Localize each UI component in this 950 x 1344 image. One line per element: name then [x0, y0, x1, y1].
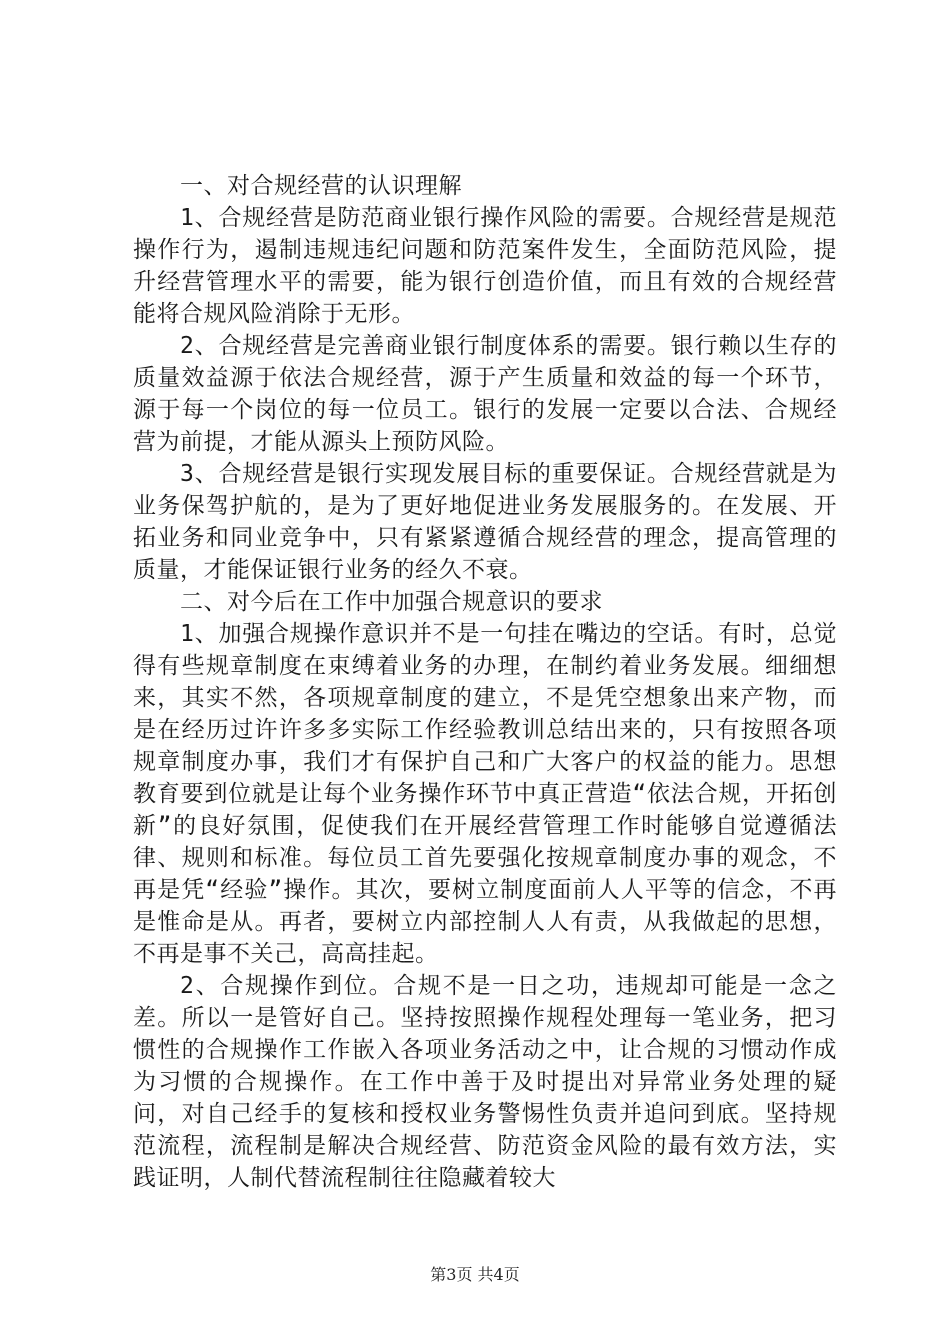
- paragraph: 2、合规经营是完善商业银行制度体系的需要。银行赖以生存的质量效益源于依法合规经营，源于产生质量和效益的每一个环节，源于每一个岗位的每一位员工。银行的发展一定要以合法、合规经营为前提，才能从源头上预防风险。: [133, 333, 837, 455]
- document-body: [133, 170, 837, 1194]
- page-footer: 第3页 共4页: [430, 1265, 520, 1284]
- paragraph: 2、合规操作到位。合规不是一日之功，违规却可能是一念之差。所以一是管好自己。坚持按照操作规程处理每一笔业务，把习惯性的合规操作工作嵌入各项业务活动之中，让合规的习惯动作成为习惯的合规操作。在工作中善于及时提出对异常业务处理的疑问，对自己经手的复核和授权业务警惕性负责并追问到底。坚持规范流程，流程制是解决合规经营、防范资金风险的最有效方法，实践证明，人制代替流程制往往隐藏着较大: [133, 973, 837, 1191]
- section-heading-2: 二、对今后在工作中加强合规意识的要求: [180, 589, 603, 615]
- paragraph: 1、合规经营是防范商业银行操作风险的需要。合规经营是规范操作行为，遏制违规违纪问题和防范案件发生，全面防范风险，提升经营管理水平的需要，能为银行创造价值，而且有效的合规经营能将合规风险消除于无形。: [133, 205, 837, 327]
- paragraph: 3、合规经营是银行实现发展目标的重要保证。合规经营就是为业务保驾护航的，是为了更好地促进业务发展服务的。在发展、开拓业务和同业竞争中，只有紧紧遵循合规经营的理念，提高管理的质量，才能保证银行业务的经久不衰。: [133, 461, 837, 583]
- paragraph: 1、加强合规操作意识并不是一句挂在嘴边的空话。有时，总觉得有些规章制度在束缚着业务的办理，在制约着业务发展。细细想来，其实不然，各项规章制度的建立，不是凭空想象出来产物，而是在经历过许许多多实际工作经验教训总结出来的，只有按照各项规章制度办事，我们才有保护自己和广大客户的权益的能力。思想教育要到位就是让每个业务操作环节中真正营造“依法合规，开拓创新”的良好氛围，促使我们在开展经营管理工作时能够自觉遵循法律、规则和标准。每位员工首先要强化按规章制度办事的观念，不再是凭“经验”操作。其次，要树立制度面前人人平等的信念，不再是惟命是从。再者，要树立内部控制人人有责，从我做起的思想，不再是事不关己，高高挂起。: [133, 621, 837, 967]
- section-heading-1: 一、对合规经营的认识理解: [180, 173, 462, 199]
